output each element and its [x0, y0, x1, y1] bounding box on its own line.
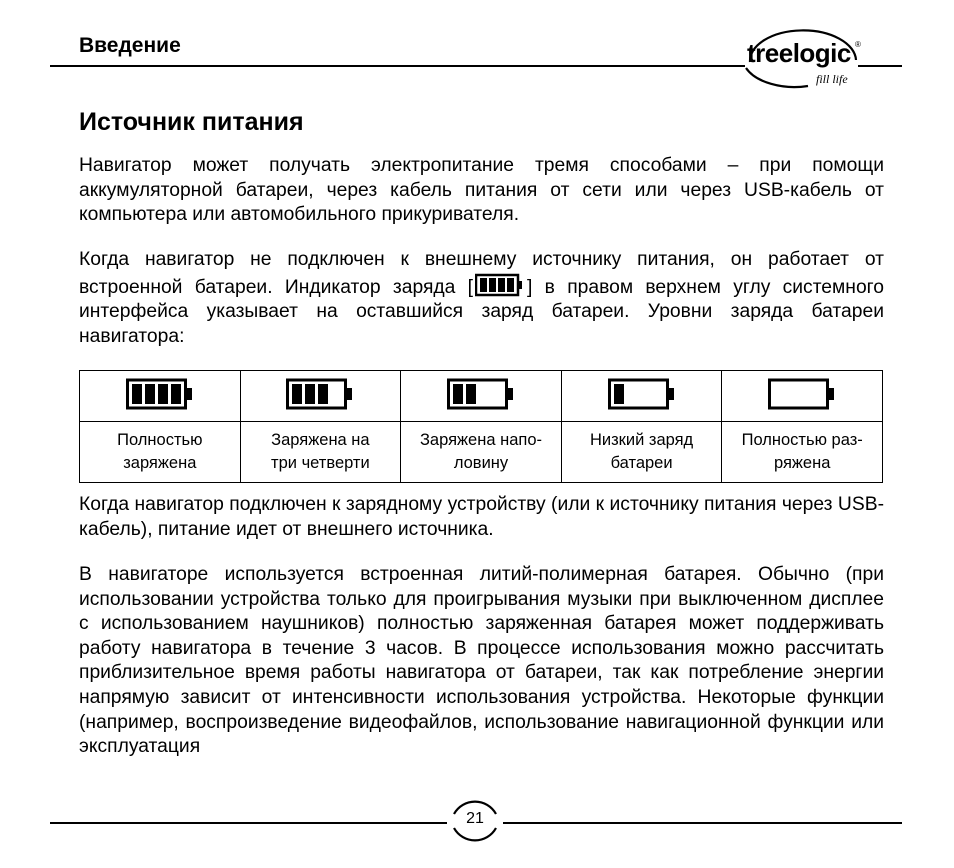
battery-levels-table	[79, 370, 883, 483]
battery-cell-empty	[722, 371, 883, 422]
battery-label-full	[80, 422, 241, 483]
logo-wordmark: treelogic	[747, 38, 851, 68]
battery-label-line: батареи	[610, 454, 673, 472]
battery-cell-low	[561, 371, 722, 422]
battery-label-line: Заряжена напо-	[419, 431, 543, 449]
battery-three-quarters-icon	[286, 378, 354, 410]
logo-tagline: fill life	[816, 72, 848, 86]
section-header: Введение	[79, 34, 181, 57]
logo-registered-mark: ®	[855, 40, 861, 49]
battery-cell-three-quarters	[240, 371, 401, 422]
battery-label-line: три четверти	[271, 454, 370, 472]
paragraph-battery-indicator	[79, 248, 884, 349]
battery-label-three-quarters	[240, 422, 401, 483]
battery-indicator-icon	[475, 273, 525, 297]
battery-label-line: Заряжена на	[271, 431, 370, 449]
page-number: 21	[466, 810, 484, 827]
battery-labels-row	[80, 422, 883, 483]
battery-label-empty	[722, 422, 883, 483]
battery-full-icon	[126, 378, 194, 410]
battery-label-half	[401, 422, 562, 483]
paragraph-battery-life: В навигаторе используется встроенная литий-полимерная батарея. Обычно (при использовании устройства только для проигрывания музыки при выключенном дисплее с использованием наушников) полностью заряженная батарея может поддерживать работу навигатора в течение 3 часов. В процессе использования можно рассчитать приблизительное время работы навигатора от батареи, так как потребление энергии напрямую зависит от интенсивности использования устройства. Некоторые функции (например, воспроизведение видеофайлов, использование навигационной функции или эксплуатация	[79, 564, 884, 758]
battery-label-line: заряжена	[123, 454, 197, 472]
battery-label-line: ряжена	[773, 454, 831, 472]
footer-rule-left	[50, 822, 447, 824]
battery-label-line: Полностью	[117, 431, 203, 449]
battery-low-icon	[608, 378, 676, 410]
page-title: Источник питания	[79, 108, 304, 136]
treelogic-logo	[738, 22, 864, 92]
battery-label-low	[561, 422, 722, 483]
footer-rule-right	[503, 822, 902, 824]
battery-label-line: Низкий заряд	[589, 431, 694, 449]
header-rule-right	[858, 65, 902, 67]
paragraph-power-sources: Навигатор может получать электропитание тремя способами – при помощи аккумуляторной батареи, через кабель питания от сети или через USB-кабель от компьютера или автомобильного прикуривателя.	[79, 155, 884, 226]
paragraph-external-power: Когда навигатор подключен к зарядному устройству (или к источнику питания через USB-кабель), питание идет от внешнего источника.	[79, 494, 884, 540]
paragraph-battery-indicator-part1: Когда навигатор не подключен к внешнему источнику питания, он работает от встроенной батареи. Индикатор заряда [	[79, 249, 884, 298]
battery-half-icon	[447, 378, 515, 410]
battery-cell-full	[80, 371, 241, 422]
battery-label-line: ловину	[453, 454, 509, 472]
header-rule	[50, 65, 745, 67]
battery-label-line: Полностью раз-	[741, 431, 863, 449]
battery-empty-icon	[768, 378, 836, 410]
battery-cell-half	[401, 371, 562, 422]
battery-icons-row	[80, 371, 883, 422]
paragraph-battery-indicator-part2: ] в правом верхнем углу системного интерфейса указывает на оставшийся заряд батареи. Уровни заряда батареи навигатора:	[79, 276, 884, 347]
